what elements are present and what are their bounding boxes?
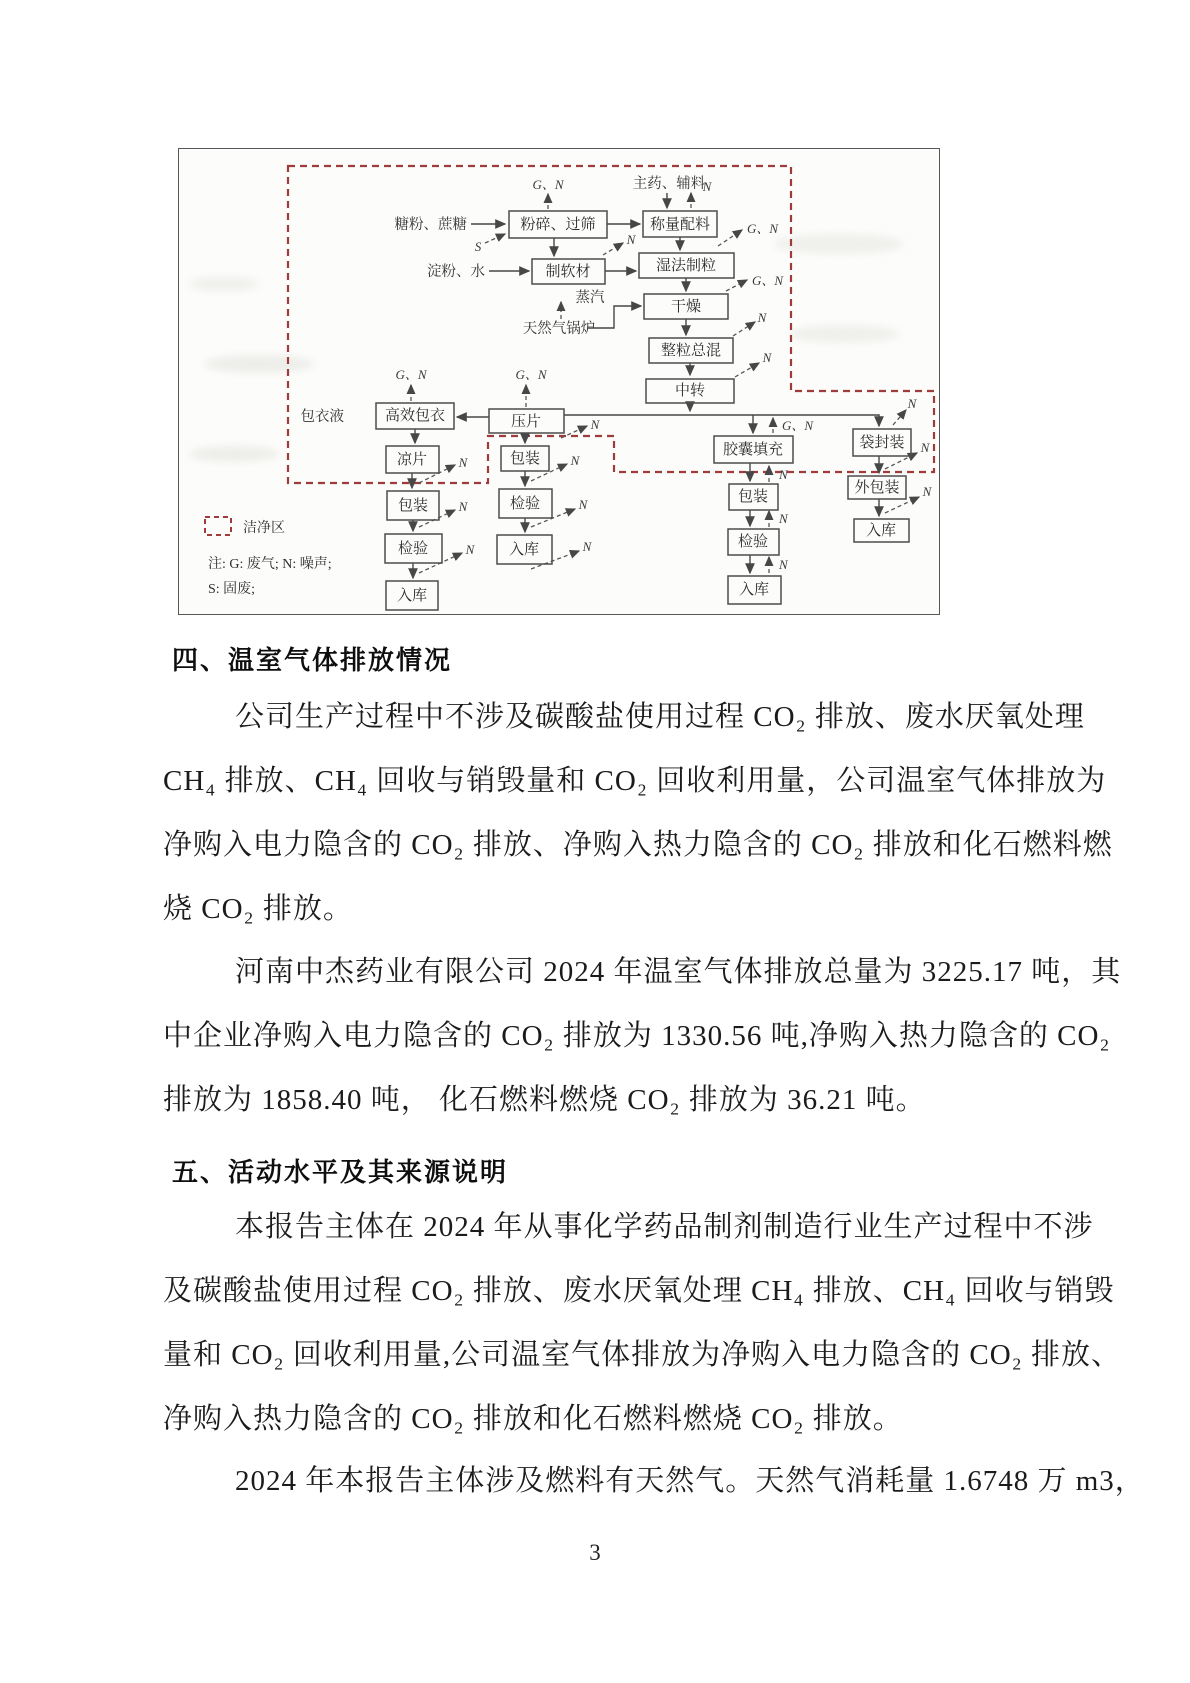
emission-gn: G、N <box>782 418 814 433</box>
input-tangfen: 糖粉、蔗糖 <box>394 217 467 233</box>
node-label: 包装 <box>737 489 769 505</box>
body-line: 中企业净购入电力隐含的 CO₂ 排放为 1330.56 吨,净购入热力隐含的 CO₂ <box>163 1020 1111 1052</box>
section-heading-4: 四、温室气体排放情况 <box>172 645 453 675</box>
legend-note-line2: S: 固废; <box>208 582 256 597</box>
node-dai-fengzhuang <box>853 429 911 456</box>
emission-n: N <box>779 557 788 572</box>
emission-gn: G、N <box>747 221 779 236</box>
node-chengliang-peiliao <box>643 211 717 237</box>
node-ganzao <box>644 294 728 319</box>
node-gaoxiao-baoyi <box>376 403 454 429</box>
body-line: 净购入电力隐含的 CO₂ 排放、净购入热力隐含的 CO₂ 排放和化石燃料燃 <box>163 829 1113 861</box>
input-baoyiye: 包衣液 <box>300 409 344 425</box>
body-line: CH₄ 排放、CH₄ 回收与销毁量和 CO₂ 回收利用量，公司温室气体排放为 <box>163 765 1107 797</box>
node-ruku-2 <box>497 535 552 564</box>
clean-area-legend-icon <box>205 517 231 535</box>
node-label: 检验 <box>509 496 541 512</box>
node-label: 袋封装 <box>859 435 905 451</box>
node-label: 胶囊填充 <box>722 442 784 458</box>
node-jianyan-2 <box>499 489 552 518</box>
emission-n: N <box>458 499 468 514</box>
emission-n: N <box>590 417 600 432</box>
node-jiaonang-tianchong <box>714 436 793 463</box>
node-label: 外包装 <box>854 480 900 496</box>
emission-n: N <box>779 467 788 482</box>
node-label: 入库 <box>738 582 770 598</box>
emission-n: N <box>907 396 917 411</box>
input-dianfen: 淀粉、水 <box>427 264 485 280</box>
body-line: 公司生产过程中不涉及碳酸盐使用过程 CO₂ 排放、废水厌氧处理 <box>235 701 1085 733</box>
node-label: 粉碎、过筛 <box>520 217 596 233</box>
emission-n: N <box>570 453 580 468</box>
node-ruku-1 <box>386 581 438 610</box>
emission-gn: G、N <box>395 367 427 382</box>
process-flow-diagram <box>178 148 940 615</box>
input-tianranqi-guolu: 天然气锅炉 <box>522 321 596 337</box>
node-ruku-4 <box>854 519 909 542</box>
node-label: 制软材 <box>545 264 591 280</box>
emission-n: N <box>762 350 772 365</box>
figure-legend <box>205 517 332 597</box>
emission-n: N <box>458 455 468 470</box>
emission-n: N <box>702 179 712 194</box>
node-liangpian <box>386 446 439 473</box>
emission-n: N <box>922 484 932 499</box>
emission-n: N <box>757 310 767 325</box>
input-zhuyao: 主药、辅料 <box>632 176 706 192</box>
node-label: 湿法制粒 <box>655 258 717 274</box>
emission-gn: G、N <box>515 367 547 382</box>
node-zhongzhuan <box>646 379 734 403</box>
node-waibaozhuang <box>848 476 906 499</box>
legend-clean-area-label: 洁净区 <box>243 521 285 536</box>
node-label: 压片 <box>510 414 542 430</box>
node-label: 干燥 <box>670 299 702 315</box>
node-jianyan-3 <box>728 529 779 555</box>
node-label: 中转 <box>674 383 706 399</box>
body-line: 排放为 1858.40 吨， 化石燃料燃烧 CO₂ 排放为 36.21 吨。 <box>163 1084 926 1116</box>
body-line: 净购入热力隐含的 CO₂ 排放和化石燃料燃烧 CO₂ 排放。 <box>163 1403 903 1435</box>
flow-diagram-svg <box>179 149 939 614</box>
node-label: 检验 <box>397 541 429 557</box>
input-zhengqi: 蒸汽 <box>575 290 605 306</box>
emission-n: N <box>465 542 475 557</box>
emission-n: N <box>582 539 592 554</box>
node-zhengli-zonghun <box>649 338 733 363</box>
node-label: 高效包衣 <box>384 408 446 424</box>
node-label: 包装 <box>397 498 429 514</box>
node-label: 入库 <box>508 542 540 558</box>
node-label: 检验 <box>737 534 769 550</box>
node-baozhuang-3 <box>729 484 778 510</box>
node-shifa-zhili <box>639 253 734 278</box>
node-yapian <box>489 409 564 433</box>
body-line: 本报告主体在 2024 年从事化学药品制剂制造行业生产过程中不涉 <box>235 1211 1094 1243</box>
legend-note-line1: 注: G: 废气; N: 噪声; <box>208 557 332 572</box>
node-label: 入库 <box>396 588 428 604</box>
section-heading-5: 五、活动水平及其来源说明 <box>172 1157 509 1187</box>
node-baozhuang-2 <box>501 446 549 471</box>
emission-gn: G、N <box>752 273 784 288</box>
body-line: 2024 年本报告主体涉及燃料有天然气。天然气消耗量 1.6748 万 m3， <box>235 1465 1145 1497</box>
node-label: 包装 <box>509 451 541 467</box>
node-ruku-3 <box>728 576 781 604</box>
page-number: 3 <box>589 1540 601 1565</box>
node-jianyan-1 <box>385 534 442 563</box>
clean-area-boundary <box>288 166 934 483</box>
node-fensui-guoshai <box>509 211 607 238</box>
node-label: 入库 <box>865 523 897 539</box>
body-line: 河南中杰药业有限公司 2024 年温室气体排放总量为 3225.17 吨，其 <box>235 956 1122 988</box>
node-label: 凉片 <box>396 452 428 468</box>
node-label: 整粒总混 <box>660 343 722 359</box>
emission-gn: G、N <box>532 177 564 192</box>
emission-n: N <box>578 497 588 512</box>
node-label: 称量配料 <box>649 217 711 233</box>
node-zhi-ruancai <box>532 259 605 284</box>
emission-s: S <box>474 239 482 254</box>
body-line: 量和 CO₂ 回收利用量,公司温室气体排放为净购入电力隐含的 CO₂ 排放、 <box>163 1339 1122 1371</box>
body-line: 及碳酸盐使用过程 CO₂ 排放、废水厌氧处理 CH₄ 排放、CH₄ 回收与销毁 <box>163 1275 1115 1307</box>
emission-n: N <box>779 511 788 526</box>
body-line: 烧 CO₂ 排放。 <box>163 893 353 925</box>
node-baozhuang-1 <box>387 491 439 520</box>
emission-n: N <box>626 232 636 247</box>
emission-n: N <box>920 440 930 455</box>
